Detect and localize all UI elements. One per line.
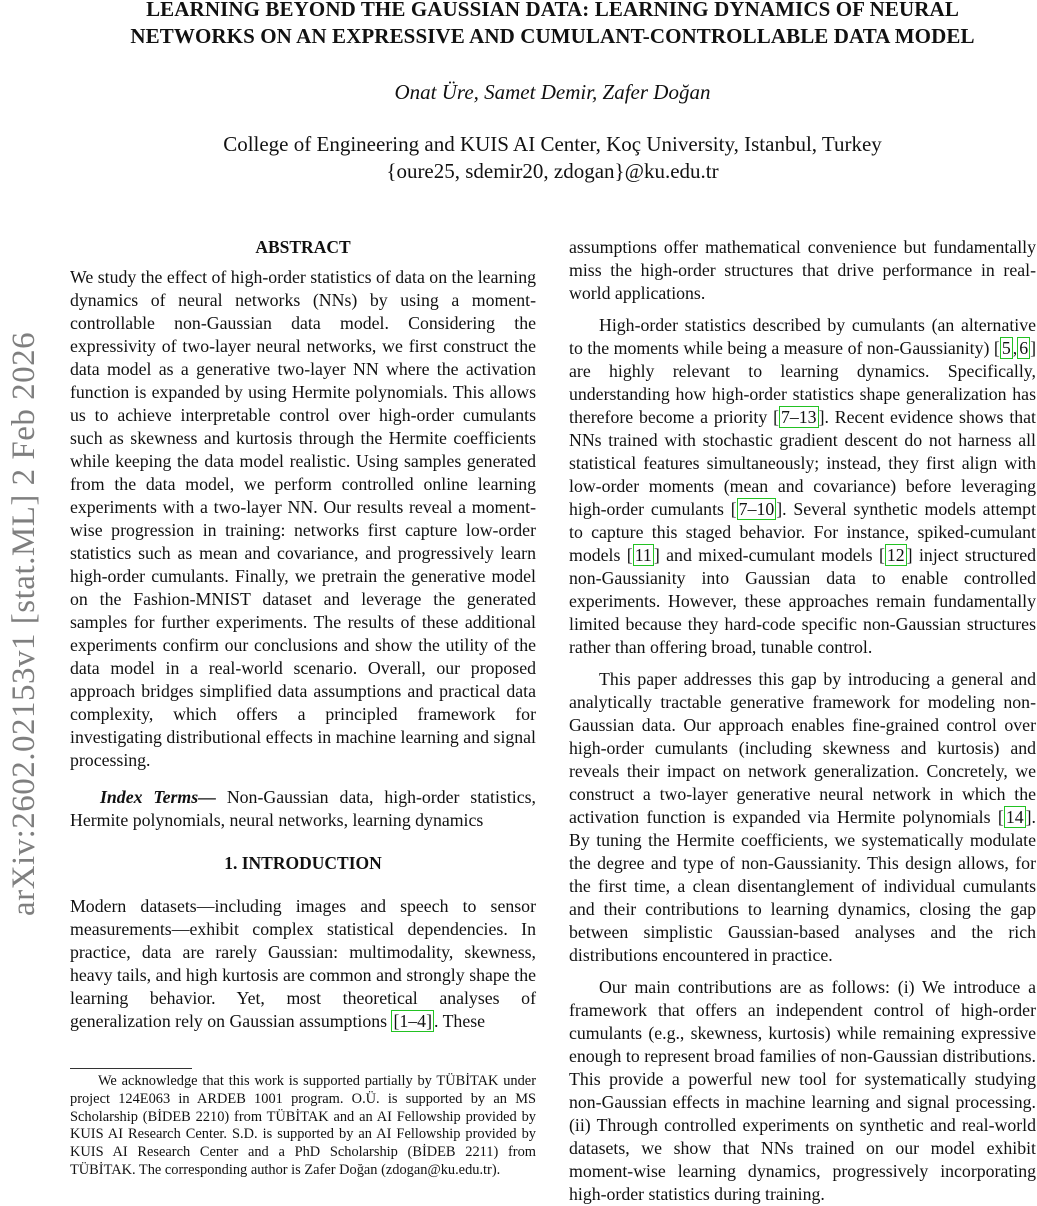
index-terms-label: Index Terms— — [100, 787, 216, 807]
footnote — [70, 1073, 536, 1180]
intro-p2-d: ]. Several synthetic models attempt to capture this staged behavior. For instance, spiked-cumulant models [ — [569, 499, 1037, 565]
intro-p2-b: ] are highly relevant to learning dynamics. Specifically, understanding how high-order statistics shape generalization has therefore become a priority [ — [569, 338, 1036, 427]
citation-link[interactable]: 7–13 — [781, 407, 817, 427]
intro-p2-c: ]. Recent evidence shows that NNs trained with stochastic gradient descent do not harness all statistical features simultaneously; instead, they first align with low-order moments (mean and covariance) before leveraging high-order cumulants [ — [569, 407, 1036, 519]
paper-title-line-1: LEARNING BEYOND THE GAUSSIAN DATA: LEARNING DYNAMICS OF NEURAL — [146, 0, 959, 21]
citation-link[interactable]: 11 — [634, 545, 652, 565]
abstract-heading: ABSTRACT — [255, 237, 351, 257]
paper-title — [60, 0, 1037, 50]
intro-p3-a: This paper addresses this gap by introducing a general and analytically tractable generative framework for modeling non-Gaussian data. Our approach enables fine-grained control over high-order cumulants (including skewness and kurtosis) and reveals their impact on network generalization. Concretely, we construct a two-layer generative neural network in which the activation function is expanded via Hermite polynomials [ — [569, 669, 1036, 827]
intro-p2-f: ] inject structured non-Gaussianity into Gaussian data to enable controlled experiments. However, these approaches remain fundamentally limited because they hard-code specific non-Gaussian structures rather than offering broad, tunable control. — [569, 545, 1036, 657]
citation-link[interactable]: 7–10 — [738, 499, 775, 519]
footnote-divider — [70, 1068, 192, 1069]
intro-p2-e: ] and mixed-cumulant models [ — [653, 545, 885, 565]
citation-link[interactable]: 12 — [886, 545, 905, 565]
intro-p1-text: Modern datasets—including images and speech to sensor measurements—exhibit complex statistical dependencies. In practice, data are rarely Gaussian: multimodality, skewness, heavy tails, and high kurtosis are common and strongly shape the learning behavior. Yet, most theoretical analyses of generalization rely on Gaussian assumptions — [70, 896, 536, 1031]
citation-link[interactable]: 14 — [1005, 807, 1024, 827]
affiliation: College of Engineering and KUIS AI Center, Koç University, Istanbul, Turkey — [223, 132, 882, 156]
intro-p3-b: ]. By tuning the Hermite coefficients, we systematically modulate the degree and type of non-Gaussianity. This design allows, for the first time, a clean disentanglement of individual cumulants and their contributions to learning dynamics, closing the gap between simplistic Gaussian-based analyses and the rich distributions encountered in practice. — [569, 807, 1036, 965]
intro-p2-a: High-order statistics described by cumulants (an alternative to the moments while being a measure of non-Gaussianity) [ — [569, 315, 1036, 358]
affiliation-block — [60, 131, 1037, 185]
intro-p1-tail: . These — [434, 1011, 486, 1031]
citation-link[interactable]: 6 — [1019, 338, 1029, 358]
abstract-body: We study the effect of high-order statistics of data on the learning dynamics of neural networks (NNs) by using a moment-controllable non-Gaussian data model. Considering the expressivity of two-layer neural networks, we first construct the data model as a generative two-layer NN where the activation function is expanded by using Hermite polynomials. This allows us to achieve interpretable control over high-order cumulants such as skewness and kurtosis through the Hermite coefficients while keeping the data model realistic. Using samples generated from the data model, we perform controlled online learning experiments with a two-layer NN. Our results reveal a moment-wise progression in training: networks first capture low-order statistics such as mean and covariance, and progressively learn high-order cumulants. Finally, we pretrain the generative model on the Fashion-MNIST dataset and leverage the generated samples for further experiments. The results of these additional experiments confirm our conclusions and show the utility of the data model in a real-world scenario. Overall, our proposed approach bridges simplified data assumptions and practical data complexity, which offers a principled framework for investigating distributional effects in machine learning and signal processing. — [70, 267, 536, 770]
intro-paragraph-1-continued: assumptions offer mathematical convenience but fundamentally miss the high-order structures that drive performance in real-world applications. — [569, 237, 1036, 303]
intro-paragraph-4: Our main contributions are as follows: (i) We introduce a framework that offers an independent control of high-order cumulants (e.g., skewness, kurtosis) while remaining expressive enough to represent broad families of non-Gaussian distributions. This provide a powerful new tool for systematically studying non-Gaussian effects in machine learning and signal processing. (ii) Through controlled experiments on synthetic and real-world datasets, we show that NNs trained on our model exhibit moment-wise learning dynamics, progressively incorporating high-order statistics during training. — [569, 977, 1036, 1204]
arxiv-stamp: arXiv:2602.02153v1 [stat.ML] 2 Feb 2026 — [6, 331, 42, 916]
citation-link[interactable]: 5 — [1001, 338, 1011, 358]
author-emails: {oure25, sdemir20, zdogan}@ku.edu.tr — [386, 159, 719, 183]
citation-link[interactable]: [1–4] — [393, 1011, 432, 1031]
right-column — [569, 236, 1036, 1206]
footnote-text: We acknowledge that this work is supported partially by TÜBİTAK under project 124E063 in ARDEB 1001 program. O.Ü. is supported by an MS Scholarship (BİDEB 2210) from TÜBİTAK and an AI Fellowship provided by KUIS AI Research Center. S.D. is supported by an AI Fellowship provided by KUIS AI Research Center and a PhD Scholarship (BİDEB 2211) from TÜBİTAK. The corresponding author is Zafer Doğan (zdogan@ku.edu.tr). — [70, 1073, 536, 1178]
intro-p2-sep: , — [1012, 338, 1018, 358]
left-column — [70, 236, 536, 1033]
introduction-heading: 1. INTRODUCTION — [224, 853, 382, 873]
paper-title-line-2: NETWORKS ON AN EXPRESSIVE AND CUMULANT-CONTROLLABLE DATA MODEL — [130, 24, 975, 48]
index-terms-list: Non-Gaussian data, high-order statistics, Hermite polynomials, neural networks, learning dynamics — [70, 787, 536, 830]
intro-paragraph-1 — [70, 895, 536, 1033]
index-terms — [70, 786, 536, 832]
intro-paragraph-3 — [569, 668, 1036, 967]
intro-paragraph-2 — [569, 314, 1036, 659]
author-list: Onat Üre, Samet Demir, Zafer Doğan — [394, 80, 711, 104]
